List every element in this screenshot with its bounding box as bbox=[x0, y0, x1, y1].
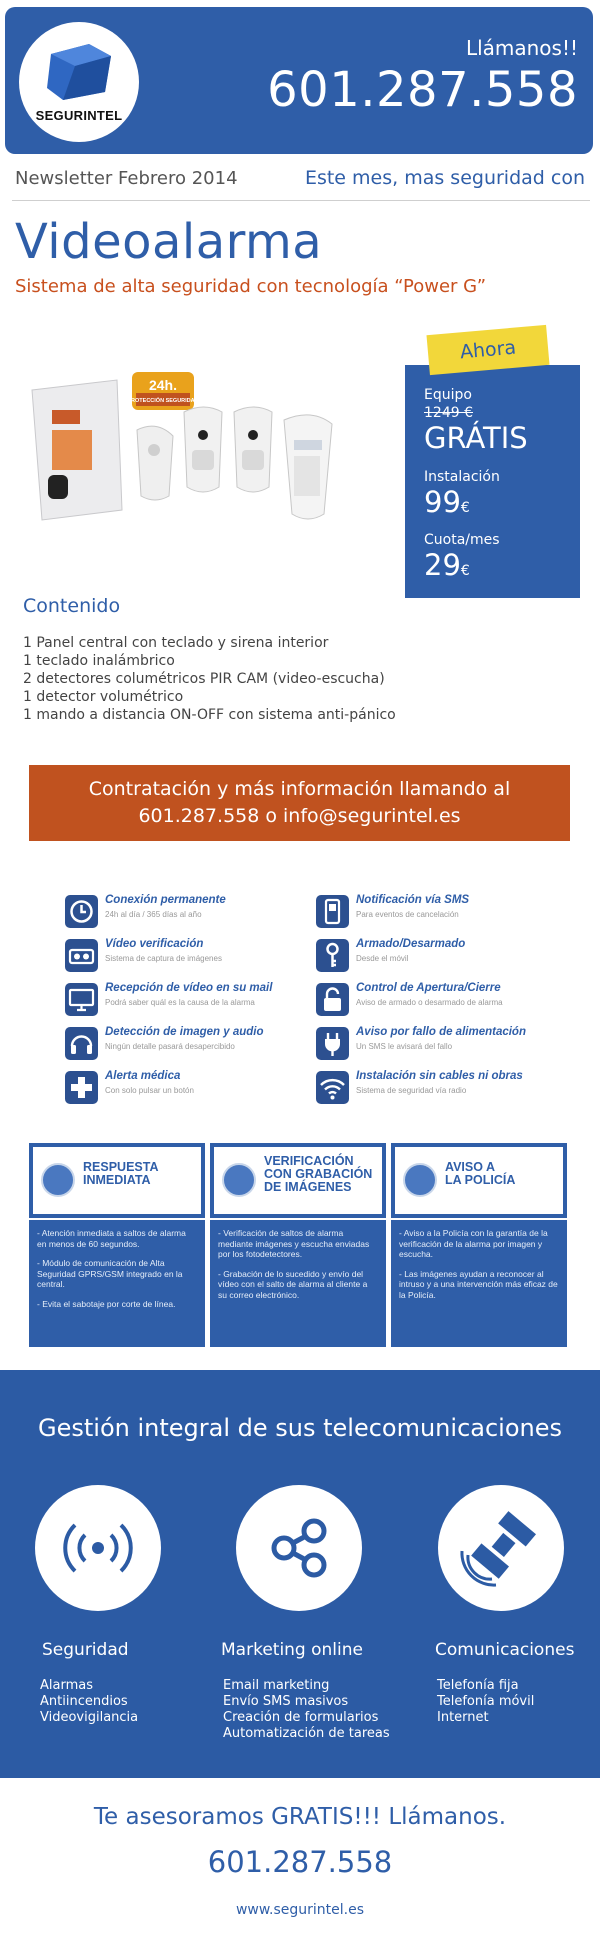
page-subtitle: Sistema de alta seguridad con tecnología “Power G” bbox=[15, 276, 487, 297]
list-item: 1 detector volumétrico bbox=[23, 689, 184, 705]
service-title-seguridad: Seguridad bbox=[42, 1640, 129, 1660]
feature-item: Detección de imagen y audio Ningún detalle pasará desapercibido bbox=[65, 1025, 305, 1065]
tagline: Este mes, mas seguridad con bbox=[304, 167, 585, 189]
wifi-icon bbox=[316, 1071, 349, 1104]
keypad-remote-icon bbox=[284, 415, 332, 519]
plug-icon bbox=[316, 1027, 349, 1060]
clock-icon bbox=[65, 895, 98, 928]
list-item: 1 teclado inalámbrico bbox=[23, 653, 175, 669]
column-header-verificacion: VERIFICACIÓN CON GRABACIÓN DE IMÁGENES bbox=[210, 1143, 386, 1218]
share-icon bbox=[236, 1485, 362, 1611]
headset-icon bbox=[65, 1027, 98, 1060]
instalacion-label: Instalación bbox=[424, 469, 500, 485]
padlock-icon bbox=[316, 983, 349, 1016]
brand-logo[interactable] bbox=[19, 22, 139, 142]
footer-cta-text: Te asesoramos GRATIS!!! Llámanos. bbox=[93, 1804, 507, 1830]
cube-logo-icon bbox=[41, 40, 115, 102]
list-item: Creación de formularios bbox=[223, 1710, 379, 1725]
equipo-new-price: GRÁTIS bbox=[424, 421, 528, 455]
divider bbox=[12, 200, 590, 201]
footer-website-link[interactable]: www.segurintel.es bbox=[235, 1902, 365, 1918]
list-item: Alarmas bbox=[40, 1678, 93, 1693]
contenido-title: Contenido bbox=[23, 595, 121, 617]
satellite-icon bbox=[438, 1485, 564, 1611]
feature-item: Conexión permanente 24h al día / 365 días al año bbox=[65, 893, 305, 933]
call-label: Llámanos!! bbox=[465, 36, 578, 60]
column-header-policia: AVISO A LA POLICÍA bbox=[391, 1143, 567, 1218]
motion-detector-icon bbox=[137, 426, 173, 500]
video-camera-icon bbox=[65, 939, 98, 972]
alarm-kit-illustration bbox=[12, 370, 392, 555]
video-camera-icon bbox=[222, 1163, 256, 1197]
cuota-price: 29€ bbox=[424, 548, 470, 582]
service-title-comunicaciones: Comunicaciones bbox=[435, 1640, 575, 1660]
brand-name: SEGURINTEL bbox=[35, 108, 123, 123]
column-body-respuesta: - Atención inmediata a saltos de alarma en menos de 60 segundos. - Módulo de comunicación de Alta Seguridad GPRS/GSM integrado en la central. - Evita el sabotaje por corte de línea. bbox=[29, 1220, 205, 1347]
list-item: Antiincendios bbox=[40, 1694, 128, 1709]
monitor-icon bbox=[65, 983, 98, 1016]
service-title-marketing: Marketing online bbox=[221, 1640, 363, 1660]
telecom-title: Gestión integral de sus telecomunicaciones bbox=[38, 1414, 562, 1442]
mobile-phone-icon bbox=[316, 895, 349, 928]
list-item: Videovigilancia bbox=[40, 1710, 139, 1725]
list-item: Telefonía móvil bbox=[437, 1694, 535, 1709]
svg-text:PROTECCIÓN SEGURIDAD: PROTECCIÓN SEGURIDAD bbox=[127, 398, 199, 404]
newsletter-date: Newsletter Febrero 2014 bbox=[15, 168, 238, 189]
camera-detector-icon bbox=[184, 407, 222, 492]
page-title: Videoalarma bbox=[15, 214, 323, 270]
header-phone[interactable]: 601.287.558 bbox=[267, 62, 578, 118]
column-header-respuesta: RESPUESTA INMEDIATA bbox=[29, 1143, 205, 1218]
list-item: 1 mando a distancia ON-OFF con sistema anti-pánico bbox=[23, 707, 396, 723]
cta-line-1: Contratación y más información llamando al bbox=[88, 778, 511, 800]
column-body-verificacion: - Verificación de saltos de alarma mediante imágenes y escucha enviadas por los fotodetectores. - Grabación de lo sucedido y envío del vídeo con el salto de alarma al cliente a su correo electrónico. bbox=[210, 1220, 386, 1347]
police-badge-icon bbox=[403, 1163, 437, 1197]
service-list-marketing bbox=[223, 1678, 390, 1742]
list-item: Automatización de tareas bbox=[223, 1726, 390, 1741]
list-item: Telefonía fija bbox=[437, 1678, 519, 1693]
service-list-comunicaciones bbox=[437, 1678, 534, 1726]
camera-detector-icon bbox=[234, 407, 272, 492]
feature-item: Alerta médica Con solo pulsar un botón bbox=[65, 1069, 305, 1109]
feature-item: Notificación vía SMS Para eventos de cancelación bbox=[316, 893, 556, 933]
list-item: Email marketing bbox=[223, 1678, 330, 1693]
list-item: 2 detectores columétricos PIR CAM (video-escucha) bbox=[23, 671, 385, 687]
feature-item: Aviso por fallo de alimentación Un SMS le avisará del fallo bbox=[316, 1025, 556, 1065]
list-item: Internet bbox=[437, 1710, 489, 1725]
feature-item: Instalación sin cables ni obras Sistema de seguridad vía radio bbox=[316, 1069, 556, 1109]
feature-item: Control de Apertura/Cierre Aviso de armado o desarmado de alarma bbox=[316, 981, 556, 1021]
price-box bbox=[405, 365, 580, 598]
headset-icon bbox=[41, 1163, 75, 1197]
contenido-list bbox=[23, 634, 396, 724]
list-item: 1 Panel central con teclado y sirena interior bbox=[23, 635, 329, 651]
cuota-label: Cuota/mes bbox=[424, 532, 500, 548]
feature-item: Armado/Desarmado Desde el móvil bbox=[316, 937, 556, 977]
control-panel-icon bbox=[32, 380, 122, 520]
footer-phone[interactable]: 601.287.558 bbox=[207, 1845, 393, 1879]
feature-item: Recepción de vídeo en su mail Podrá saber quál es la causa de la alarma bbox=[65, 981, 305, 1021]
key-icon bbox=[316, 939, 349, 972]
instalacion-price: 99€ bbox=[424, 485, 470, 519]
svg-text:24h.: 24h. bbox=[148, 377, 178, 393]
equipo-label: Equipo bbox=[424, 387, 472, 403]
cta-line-2: 601.287.558 o info@segurintel.es bbox=[138, 805, 461, 827]
ahora-badge: Ahora bbox=[426, 325, 549, 375]
product-image bbox=[12, 370, 392, 555]
contact-cta-button[interactable] bbox=[29, 765, 570, 841]
list-item: Envío SMS masivos bbox=[223, 1694, 349, 1709]
feature-item: Vídeo verificación Sistema de captura de imágenes bbox=[65, 937, 305, 977]
column-body-policia: - Aviso a la Policía con la garantía de la verificación de la alarma por imagen y escucha. - Las imágenes ayudan a reconocer al intruso y a una intervención más eficaz de la Policía. bbox=[391, 1220, 567, 1347]
medical-cross-icon bbox=[65, 1071, 98, 1104]
equipo-old-price: 1249 € bbox=[424, 405, 473, 421]
signal-broadcast-icon bbox=[35, 1485, 161, 1611]
24h-badge bbox=[127, 372, 198, 410]
service-list-seguridad bbox=[40, 1678, 138, 1726]
